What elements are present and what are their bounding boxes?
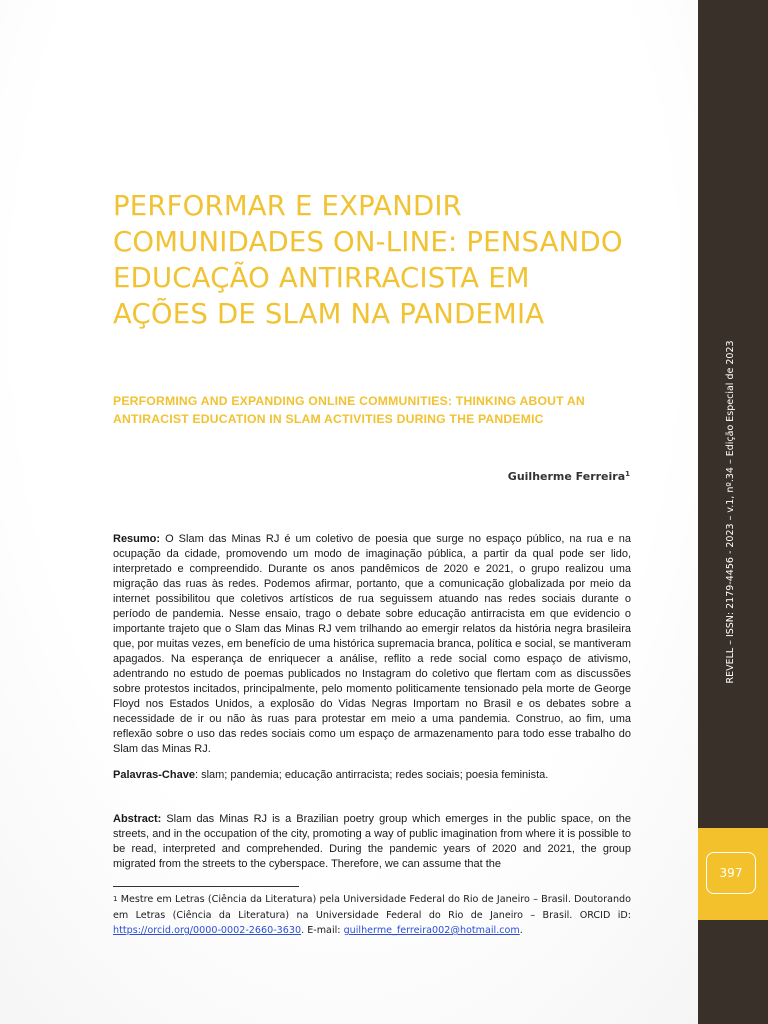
abstract-label: Abstract: bbox=[113, 813, 162, 825]
footnote-divider bbox=[113, 886, 299, 887]
email-link[interactable]: guilherme_ferreira002@hotmail.com bbox=[343, 925, 520, 936]
resumo-paragraph bbox=[113, 532, 631, 757]
footnote-text: Mestre em Letras (Ciência da Literatura) pela Universidade Federal do Rio de Janeiro – Brasil. Doutorando em Letras (Ciência da Literatura) na Universidade Federal do Rio de Janeiro – Brasil. ORCID iD: bbox=[113, 894, 631, 921]
author-line bbox=[430, 470, 630, 483]
keywords-text: : slam; pandemia; educação antirracista; redes sociais; poesia feminista. bbox=[194, 769, 549, 781]
page-number: 397 bbox=[706, 852, 756, 894]
journal-citation: REVELL – ISSN: 2179-4456 - 2023 – v.1, nº.34 – Edição Especial de 2023 bbox=[725, 340, 736, 684]
author-footnote-marker[interactable]: 1 bbox=[625, 470, 630, 478]
resumo-label: Resumo: bbox=[113, 533, 161, 545]
orcid-link[interactable]: https://orcid.org/0000-0002-2660-3630 bbox=[113, 925, 302, 936]
article-subtitle-english: PERFORMING AND EXPANDING ONLINE COMMUNITIES: THINKING ABOUT AN ANTIRACIST EDUCATION IN SLAM ACTIVITIES DURING THE PANDEMIC bbox=[113, 394, 585, 426]
footnote-email-prefix: . E-mail: bbox=[301, 925, 344, 936]
footnote bbox=[113, 892, 631, 939]
keywords-paragraph bbox=[113, 768, 631, 783]
abstract-text: Slam das Minas RJ is a Brazilian poetry group which emerges in the public space, on the streets, and in the occupation of the city, promoting a way of public imagination from where it is possible to be read, interpreted and comprehended. During the pandemic years of 2020 and 2021, the group migrated from the streets to the cyberspace. Therefore, we can assume that the bbox=[113, 813, 631, 870]
footnote-end: . bbox=[519, 925, 523, 936]
journal-sidebar bbox=[698, 0, 768, 1024]
author-name: Guilherme Ferreira bbox=[507, 470, 626, 483]
abstract-paragraph bbox=[113, 812, 631, 872]
article-title: PERFORMAR E EXPANDIR COMUNIDADES ON-LINE: PENSANDO EDUCAÇÃO ANTIRRACISTA EM AÇÕES DE SLAM NA PANDEMIA bbox=[113, 190, 623, 330]
footnote-marker: 1 bbox=[113, 895, 118, 903]
keywords-label: Palavras-Chave bbox=[113, 769, 195, 781]
resumo-text: O Slam das Minas RJ é um coletivo de poesia que surge no espaço público, na rua e na ocupação da cidade, promovendo um modo de imaginação pública, a partir da qual pode ser lido, interpretado e compreendido. Durante os anos pandêmicos de 2020 e 2021, o grupo realizou uma migração das ruas às redes. Podemos afirmar, portanto, que a comunicação globalizada por meio da internet possibilitou que coletivos artísticos de rua seguissem atuando nas redes sociais durante o período de pandemia. Nesse ensaio, trago o debate sobre educação antirracista em que evidencio o importante trajeto que o Slam das Minas RJ vem trilhando ao emergir relatos da história negra brasileira que, por muitas vezes, em benefício de uma histórica supremacia branca, política e social, se mantiveram apagados. Na esperança de enriquecer a análise, reflito a rede social como espaço de ativismo, adentrando no estudo de poemas publicados no Instagram do coletivo que flertam com as discussões sobre protestos incitados, principalmente, pelo momento politicamente tensionado pela morte de George Floyd nos Estados Unidos, a explosão do Vidas Negras Importam no Brasil e os debates sobre a necessidade de ir ou não às ruas para protestar em meio a uma pandemia. Construo, ao fim, uma reflexão sobre o uso das redes sociais como um espaço de armazenamento para todo esse trabalho do Slam das Minas RJ. bbox=[113, 533, 631, 755]
